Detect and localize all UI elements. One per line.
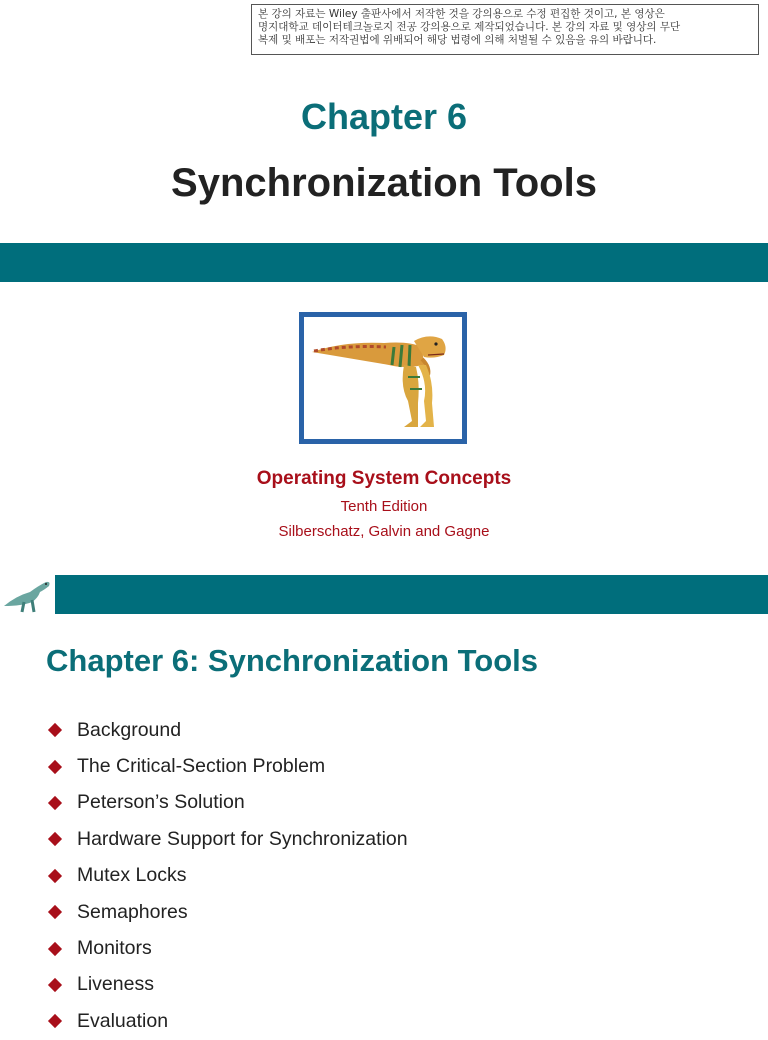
book-edition: Tenth Edition [340, 498, 428, 515]
diamond-bullet-icon [48, 796, 62, 810]
copyright-notice [251, 4, 759, 55]
notice-line: 본 강의 자료는 Wiley 출판사에서 저작한 것을 강의용으로 수정 편집한 것이고, 본 영상은 [258, 8, 665, 20]
diamond-bullet-icon [48, 832, 62, 846]
notice-line: 명지대학교 데이터테크놀로지 전공 강의용으로 제작되었습니다. 본 강의 자료 및 영상의 무단 [258, 21, 681, 33]
diamond-bullet-icon [48, 905, 62, 919]
chapter-label: Chapter 6 [300, 96, 468, 137]
outline-heading: Chapter 6: Synchronization Tools [46, 643, 539, 678]
diamond-bullet-icon [48, 723, 62, 737]
diamond-bullet-icon [48, 760, 62, 774]
diamond-bullet-icon [48, 869, 62, 883]
notice-line: 복제 및 배포는 저작권법에 위배되어 해당 법령에 의해 처벌될 수 있음을 유의 바랍니다. [258, 34, 657, 46]
cover-image-frame [299, 312, 467, 444]
list-item: Background [48, 712, 408, 748]
list-item: Peterson’s Solution [48, 785, 408, 821]
list-item: Evaluation [48, 1003, 408, 1039]
dinosaur-illustration-icon [304, 317, 462, 439]
title-band [0, 243, 768, 282]
list-item: Monitors [48, 930, 408, 966]
diamond-bullet-icon [48, 1014, 62, 1028]
diamond-bullet-icon [48, 941, 62, 955]
outline-band [55, 575, 768, 614]
book-title: Operating System Concepts [256, 468, 512, 489]
list-item: Liveness [48, 967, 408, 1003]
list-item: Semaphores [48, 894, 408, 930]
outline-list [48, 712, 408, 1040]
diamond-bullet-icon [48, 978, 62, 992]
chapter-title: Synchronization Tools [171, 161, 597, 205]
small-dinosaur-icon [2, 576, 52, 616]
list-item: Mutex Locks [48, 858, 408, 894]
book-authors: Silberschatz, Galvin and Gagne [278, 523, 490, 540]
list-item: Hardware Support for Synchronization [48, 821, 408, 857]
list-item: The Critical-Section Problem [48, 748, 408, 784]
